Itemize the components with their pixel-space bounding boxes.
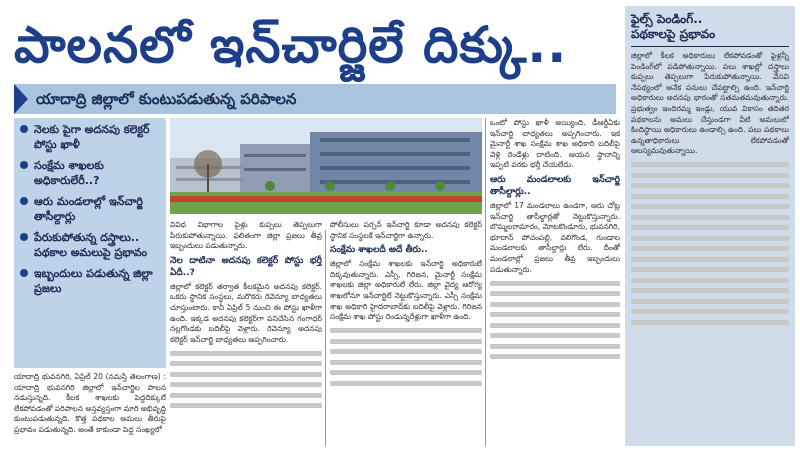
column-4-heading: ఆరు మండలాలకు ఇన్‌చార్జి తాసీల్దార్లు.. — [490, 174, 620, 197]
highlight-item: నెలకు పైగా అదనపు కలెక్టర్ పోస్టు ఖాళీ — [18, 122, 162, 152]
column-2-text-lines — [170, 351, 322, 409]
column-3-body: జిల్లాలో సంక్షేమ శాఖలకు ఇన్‌చార్జి అధికారులే దిక్కవుతున్నారు. ఎస్సీ, గిరిజన, మైనార్టీ సంక్షేమ శాఖలకు జిల్లా అధికారులే లేరు. జిల్లా వైద్య ఆరోగ్య శాఖలోనూ ఇన్‌చార్జిలే నెట్టుకొస్తున్నారు. ఎస్సీ సంక్షేమ శాఖ అధికారి హైదరాబాద్‌కు బదిలీపై వెళ్లారు. గిరిజన సంక్షేమ శాఖ పోస్టు రెండున్నరేళ్లుగా ఖాళీగా ఉంది. — [330, 259, 482, 322]
sidebar-title: ఫైల్స్ పెండింగ్.. — [631, 12, 703, 26]
subheadline: యాదాద్రి జిల్లాలో కుంటుపడుతున్న పరిపాలన — [36, 90, 297, 108]
bullet-icon — [20, 125, 28, 133]
bullet-icon — [20, 269, 28, 277]
article-column-2 — [170, 220, 322, 448]
collectorate-building-photo — [170, 118, 482, 214]
arrow-marker-icon — [14, 84, 28, 114]
column-4-text-lines — [490, 281, 620, 360]
bullet-icon — [20, 233, 28, 241]
highlight-item: సంక్షేమ శాఖలకు అధికారులేరీ..? — [18, 158, 162, 188]
sidebar-box — [625, 6, 795, 446]
column-2-body: జిల్లాలో కలెక్టర్ తర్వాత కీలకమైన అదనపు కలెక్టర్. ఒకరు స్థానిక సంస్థలు, మరొకరు రెవెన్యూ బాధ్యతలు చూస్తుంటారు. కానీ ఏప్రిల్ 5 నుంచి ఈ పోస్టు ఖాళీగా ఉంది. ఇక్కడ అదనపు కలెక్టర్‌గా పనిచేసిన గంగాధర్ నల్లగొండకు బదిలీపై వెళ్లారు. రెవెన్యూ అదనపు కలెక్టర్ ఇన్‌చార్జి బాధ్యతలు అప్పగించారు. — [170, 281, 322, 344]
highlight-item: పేరుకుపోతున్న దస్త్రాలు.. పథకాల అమలుపై ప్రభావం — [18, 230, 162, 260]
column-2-heading: నెల దాటినా అదనపు కలెక్టర్ పోస్టు భర్తీ ఏదీ..? — [170, 255, 322, 278]
highlight-item: ఇబ్బందులు పడుతున్న జిల్లా ప్రజలు — [18, 266, 162, 296]
bullet-icon — [20, 197, 28, 205]
highlights-box — [14, 118, 166, 368]
article-column-3 — [330, 220, 482, 448]
bullet-icon — [20, 161, 28, 169]
column-3-text: పోలీసులు పర్సన్ ఇన్‌చార్జి కూడా అదనపు కలెక్టర్ స్థానిక సంస్థలకే ఇన్‌చార్జిగా ఉన్నారు. — [330, 220, 482, 240]
article-intro-text: యాదాద్రి భువనగిరి, ఏప్రిల్ 20 (నమస్తే తెలంగాణ) : యాదాద్రి భువనగిరి జిల్లాలో ఇన్‌చార్జిల పాలన నడుస్తున్నది. కీలక శాఖలకు పెద్దదిక్కులే లేకపోవడంతో పరిపాలన అస్తవ్యస్తంగా మారి అభివృద్ధి కుంటుపడుతున్నది. కొత్త పథకాల అమలు తీరుపై ప్రభావం పడుతున్నది. అంతే కాకుండా పెద్ద సంఖ్యలో — [14, 372, 166, 434]
headline: పాలనలో ఇన్‌చార్జిలే దిక్కు.. — [14, 16, 568, 74]
article-column-1 — [14, 372, 166, 448]
subheadline-bar — [14, 84, 616, 114]
sidebar-body: జిల్లాలో కీలక అధికారులు లేకపోవడంతో ఫైళ్లన్నీ పెండింగ్‌లో పడిపోతున్నాయి. పలు శాఖల్లో దస్త్రాలు కుప్పలు తెప్పలుగా పేరుకుపోతున్నాయి. వేసవి నేపథ్యంలో అనేక పనులు చేపట్టాల్సి ఉంది. ఇన్‌చార్జి అధికారులు అదనపు భారంతో సతమతమవుతున్నారు. ప్రభుత్వం ఇందిరమ్మ ఇండ్లు, యువ వికాసం తదితర పథకాలను అమలు చేస్తుండగా వీటి అమలులో కిందిస్థాయి అధికారులు ఉండాల్సి ఉంది. పలు పథకాలు ఉన్నతాధికారులు లేకపోవడంతో ఆలస్యమవుతున్నాయి. — [631, 51, 789, 156]
column-3-heading: సంక్షేమ శాఖలదీ అదే తీరు.. — [330, 245, 428, 256]
column-divider — [325, 230, 326, 446]
sidebar-text-lines — [631, 162, 789, 325]
column-4-body: జిల్లాలో 17 మండలాలు ఉండగా, ఆరు చోట్ల ఇన్‌చార్జి తాసీల్దార్లతో నెట్టుకొస్తున్నారు. బొమ్మలరామారం, మోటకొండూరు, భువనగిరి, భూదాన్ పోచంపల్లి, వలిగొండ, గుండాల మండలాలకు తాసీల్దార్లు లేరు. దీంతో మండలాల్లో ప్రజలు తీవ్ర ఇబ్బందులు పడుతున్నారు. — [490, 200, 620, 274]
article-column-4 — [490, 118, 620, 448]
column-4-text: ఒంటో పోస్టు ఖాళీ అయ్యింది. డీఆర్డీఏకు ఇన్‌చార్జి బాధ్యతలు అప్పగించారు. ఇక మైనార్టీ శాఖ సంక్షేమ శాఖ అధికారి బదిలీపై వెళ్లి రెండేళ్లు దాటింది. ఆయన స్థానాన్ని ఇప్పటి వరకు భర్తీ చేయలేదు. — [490, 118, 620, 170]
highlight-item: ఆరు మండలాల్లో ఇన్‌చార్జి తాసీల్దార్లు — [18, 194, 162, 224]
column-divider — [485, 118, 486, 446]
column-2-text: వివిధ విభాగాల పైళ్లు కుప్పలు తెప్పలుగా పేరుకుపోతున్నాయి. ఫలితంగా జిల్లా ప్రజలు తీవ్ర ఇబ్బందులు పడుతున్నారు. — [170, 220, 322, 251]
building-photo-svg — [170, 118, 482, 214]
column-3-text-lines — [330, 328, 482, 386]
sidebar-subtitle: పథకాలపై ప్రభావం — [631, 27, 789, 47]
